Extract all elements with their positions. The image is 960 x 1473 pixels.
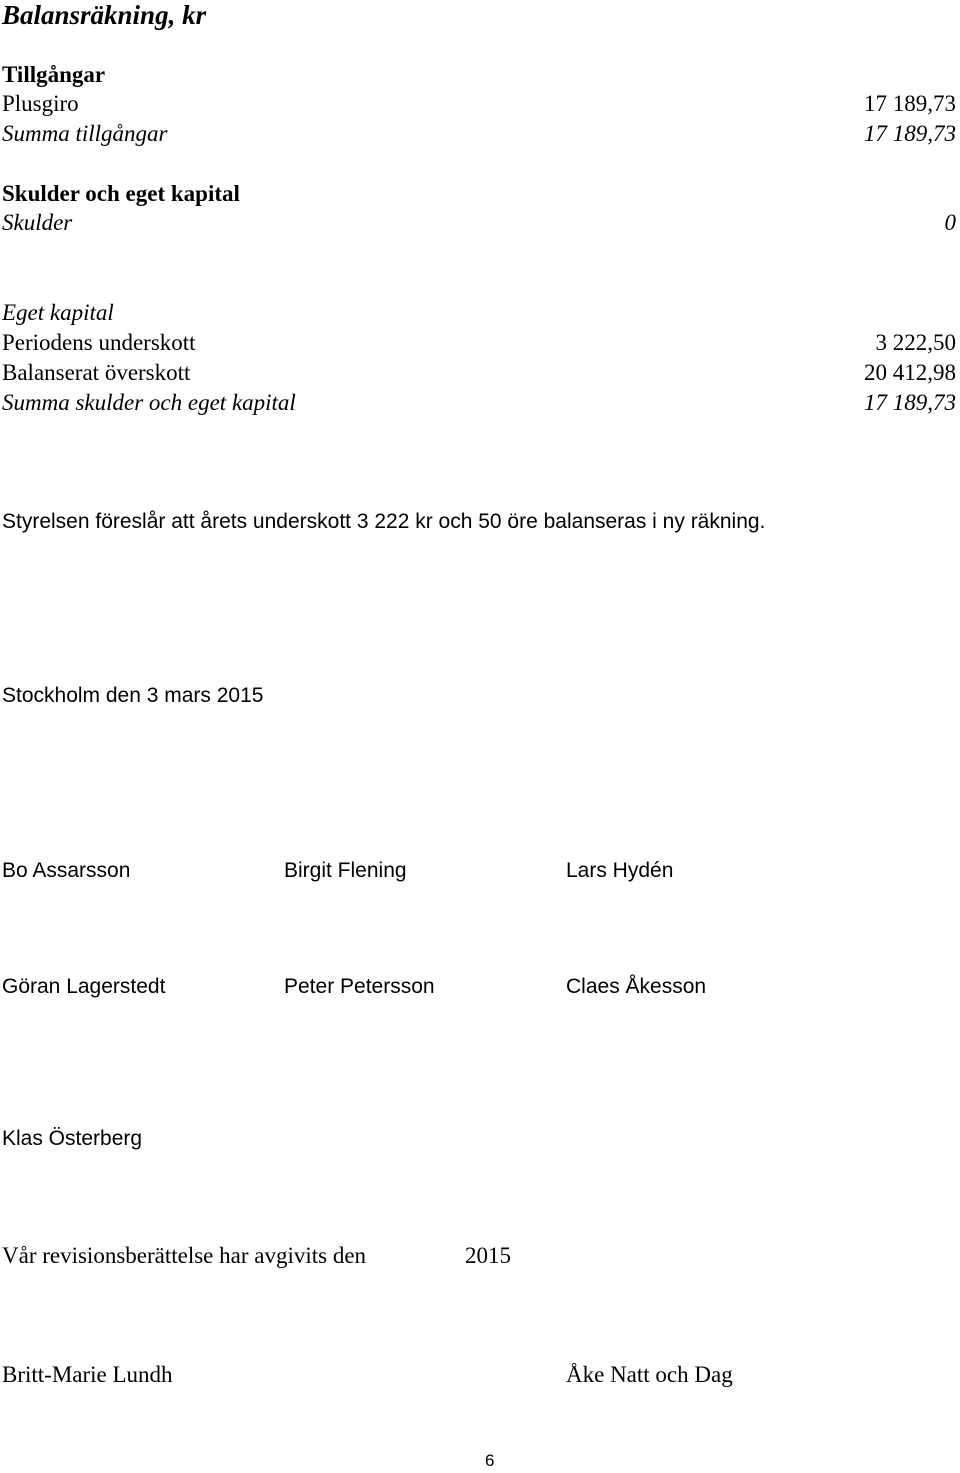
- place-date: Stockholm den 3 mars 2015: [2, 684, 264, 707]
- assets-sum-value: 17 189,73: [864, 121, 956, 146]
- deficit-label: Periodens underskott: [2, 330, 196, 355]
- deficit-value: 3 222,50: [875, 330, 956, 355]
- liabilities-heading: Skulder och eget kapital: [2, 181, 240, 206]
- page-title: Balansräkning, kr: [2, 0, 207, 30]
- plusgiro-value: 17 189,73: [864, 91, 956, 116]
- surplus-row: [2, 358, 956, 388]
- audit-year: 2015: [465, 1243, 511, 1268]
- debts-label: Skulder: [2, 210, 73, 235]
- liabilities-sum-label: Summa skulder och eget kapital: [2, 390, 296, 415]
- signatory-name: Klas Österberg: [2, 1127, 143, 1150]
- audit-statement: Vår revisionsberättelse har avgivits den: [2, 1243, 367, 1268]
- signatory-name: Bo Assarsson: [2, 859, 131, 882]
- plusgiro-row: [2, 89, 956, 119]
- assets-sum-row: [2, 119, 956, 149]
- liabilities-sum-value: 17 189,73: [864, 390, 956, 415]
- signatory-name: Lars Hydén: [566, 859, 674, 882]
- board-proposal: Styrelsen föreslår att årets underskott 3 222 kr och 50 öre balanseras i ny räkning.: [2, 510, 766, 533]
- plusgiro-label: Plusgiro: [2, 91, 79, 116]
- equity-heading: Eget kapital: [2, 300, 114, 325]
- surplus-value: 20 412,98: [864, 360, 956, 385]
- page-number: 6: [485, 1451, 495, 1470]
- signatory-name: Birgit Flening: [284, 859, 407, 882]
- auditor-name: Britt-Marie Lundh: [2, 1362, 173, 1387]
- assets-heading: Tillgångar: [2, 62, 106, 87]
- liabilities-sum-row: [2, 388, 956, 418]
- debts-row: [2, 208, 956, 238]
- signatory-name: Göran Lagerstedt: [2, 975, 166, 998]
- auditor-name: Åke Natt och Dag: [566, 1362, 733, 1387]
- deficit-row: [2, 328, 956, 358]
- debts-value: 0: [944, 210, 956, 235]
- assets-sum-label: Summa tillgångar: [2, 121, 168, 146]
- signatory-name: Claes Åkesson: [566, 975, 707, 998]
- signatory-name: Peter Petersson: [284, 975, 435, 998]
- surplus-label: Balanserat överskott: [2, 360, 191, 385]
